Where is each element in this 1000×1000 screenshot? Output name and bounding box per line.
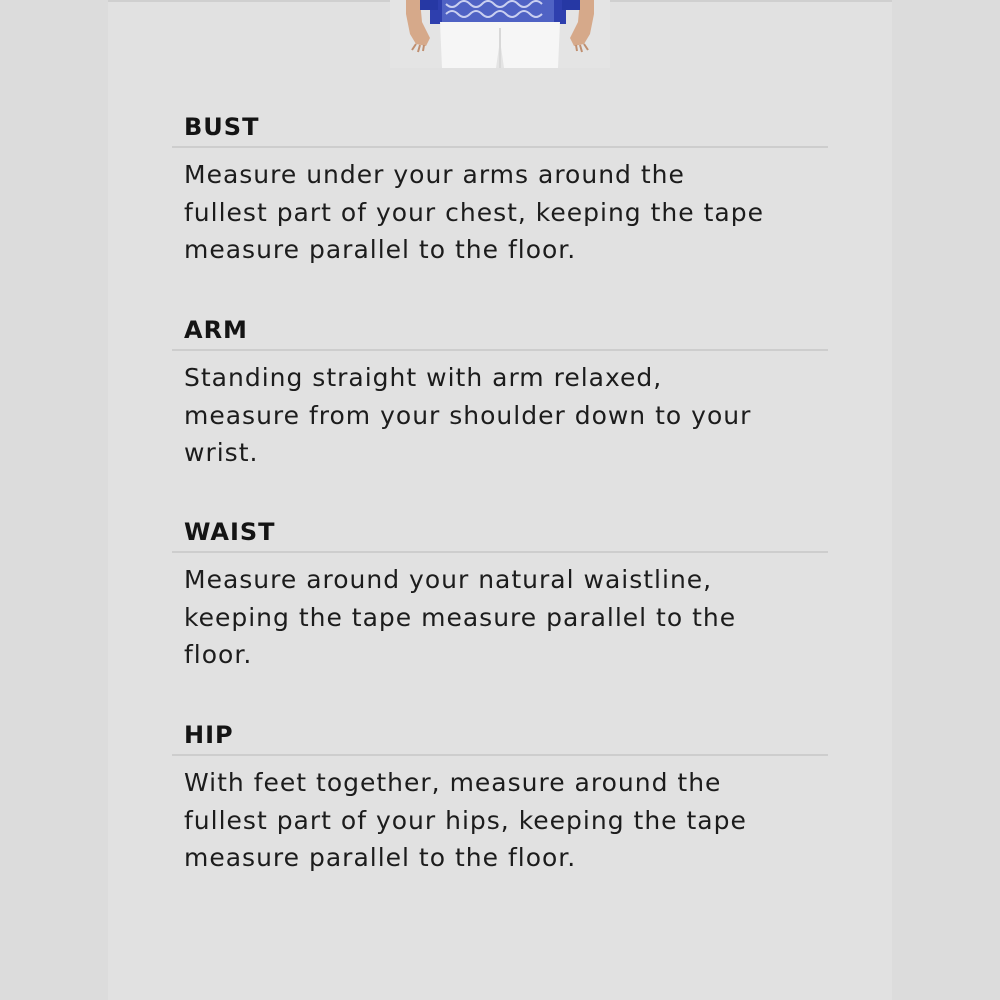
hip-section bbox=[172, 716, 828, 877]
waist-section bbox=[172, 513, 828, 674]
bust-divider bbox=[172, 146, 828, 148]
arm-heading: ARM bbox=[184, 316, 248, 344]
arm-instructions: Standing straight with arm relaxed, measure from your shoulder down to your wrist. bbox=[184, 363, 752, 467]
arm-section bbox=[172, 311, 828, 472]
hip-divider bbox=[172, 754, 828, 756]
hip-instructions: With feet together, measure around the fullest part of your hips, keeping the tape measure parallel to the floor. bbox=[184, 768, 747, 872]
model-photo bbox=[390, 0, 610, 68]
bust-section bbox=[172, 108, 828, 269]
arm-divider bbox=[172, 349, 828, 351]
bust-instructions: Measure under your arms around the fullest part of your chest, keeping the tape measure parallel to the floor. bbox=[184, 160, 764, 264]
waist-heading: WAIST bbox=[184, 518, 276, 546]
model-figure-image bbox=[390, 0, 610, 68]
waist-divider bbox=[172, 551, 828, 553]
hip-heading: HIP bbox=[184, 721, 234, 749]
waist-instructions: Measure around your natural waistline, keeping the tape measure parallel to the floor. bbox=[184, 565, 737, 669]
bust-heading: BUST bbox=[184, 113, 260, 141]
